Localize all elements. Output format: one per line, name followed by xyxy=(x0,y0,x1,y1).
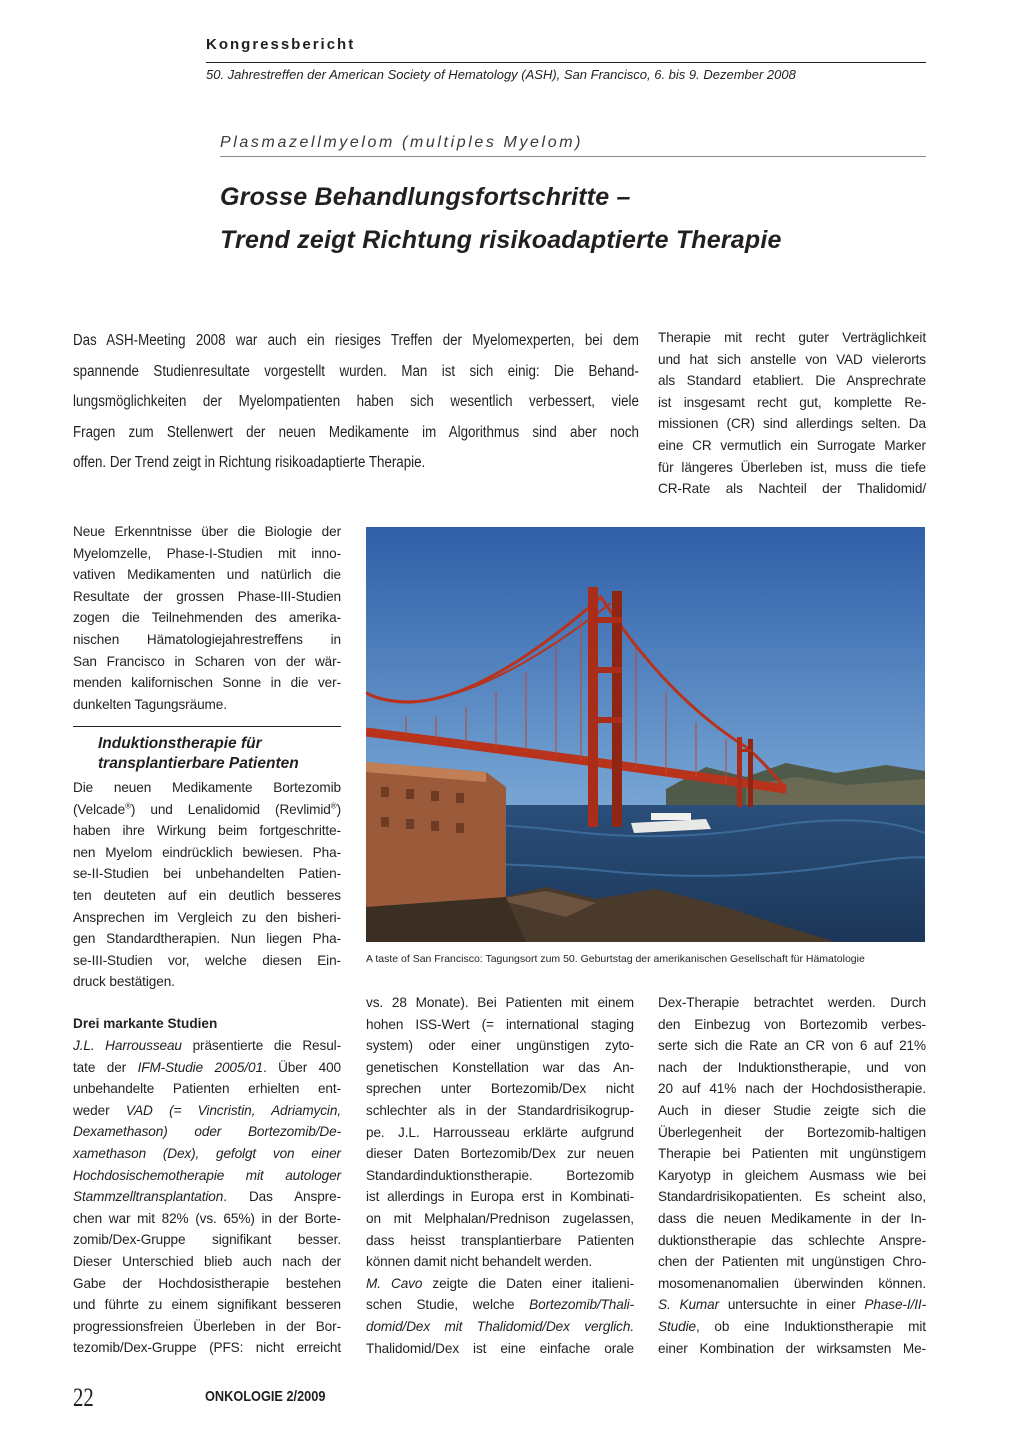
text-line: J.L. Harrousseau präsentierte die Resul- xyxy=(73,1038,341,1053)
text-line: gen Standardtherapien. Nun liegen Pha- xyxy=(73,931,341,947)
article-title-line-2: Trend zeigt Richtung risikoadaptierte Therapie xyxy=(220,226,782,254)
page-number: 22 xyxy=(73,1383,94,1412)
text-line: Gabe der Hochdosistherapie bestehen xyxy=(73,1275,341,1291)
subhead-rule xyxy=(73,726,341,727)
subheading-induktionstherapie xyxy=(98,734,299,774)
section-label: Kongressbericht xyxy=(206,36,356,53)
text-line: Auch in dieser Studie zeigte sich die xyxy=(658,1102,926,1118)
text-line: Standardrisikopatienten. Es scheint also, xyxy=(658,1189,926,1205)
article-title-line-1: Grosse Behandlungsfortschritte – xyxy=(220,183,631,211)
text-line: mosomenanomalien überwinden können. xyxy=(658,1275,926,1291)
studien-paragraph xyxy=(73,1035,341,1359)
text-line: se-III-Studien vor, welche diesen Ein- xyxy=(73,952,341,968)
text-line: druck bestätigen. xyxy=(73,974,175,990)
text-line: genetischen Konstellation war das An- xyxy=(366,1059,634,1075)
text-line: Studie, ob eine Induktionstherapie mit xyxy=(658,1318,926,1334)
header-subtitle: 50. Jahrestreffen der American Society of Hematology (ASH), San Francisco, 6. bis 9. Dezember 2008 xyxy=(206,67,796,82)
text-line: (Velcade®) und Lenalidomid (Revlimid®) xyxy=(73,801,341,817)
article-rubric: Plasmazellmyelom (multiples Myelom) xyxy=(220,134,584,151)
text-line: für längeres Überleben ist, muss die tiefe xyxy=(658,459,926,475)
text-line: Dieser Unterschied blieb auch nach der xyxy=(73,1253,341,1269)
text-line: unbehandelte Patienten erhielten ent- xyxy=(73,1081,341,1097)
text-line: einer Kombination der wirksamsten Me- xyxy=(658,1340,926,1356)
induktion-paragraph xyxy=(73,777,341,993)
text-line: progressionsfreien Überleben in der Bor- xyxy=(73,1318,341,1334)
intro-paragraph xyxy=(73,521,341,715)
text-line: sprechen unter Bortezomib/Dex nicht xyxy=(366,1081,634,1097)
text-line: xamethason (Dex), gefolgt von einer xyxy=(73,1145,341,1161)
lead-line: spannende Studienresultate vorgestellt wurden. Man ist sich einig: Die Behand- xyxy=(73,362,639,380)
text-line: missionen (CR) sind allerdings selten. Da xyxy=(658,416,926,432)
text-line: domid/Dex mit Thalidomid/Dex verglich. xyxy=(366,1318,634,1334)
lead-line: offen. Der Trend zeigt in Richtung risikoadaptierte Therapie. xyxy=(73,454,426,471)
text-line: weder VAD (= Vincristin, Adriamycin, xyxy=(73,1102,341,1118)
text-line: Die neuen Medikamente Bortezomib xyxy=(73,780,341,795)
text-line: haben ihre Wirkung beim fortgeschritte- xyxy=(73,823,341,839)
text-line: serte sich die Rate an CR von 6 auf 21% xyxy=(658,1038,926,1054)
text-line: CR-Rate als Nachteil der Thalidomid/ xyxy=(658,481,926,497)
text-line: on mit Melphalan/Prednison zugelassen, xyxy=(366,1210,634,1226)
text-line: können damit nicht behandelt werden. xyxy=(366,1254,593,1270)
text-line: M. Cavo zeigte die Daten einer italieni- xyxy=(366,1275,634,1291)
text-line: system) oder einer ungünstigen zyto- xyxy=(366,1038,634,1054)
text-line: als Standard etabliert. Die Ansprechrate xyxy=(658,373,926,389)
text-line: San Francisco in Scharen von der wär- xyxy=(73,653,341,669)
text-line: Hochdosischemotherapie mit autologer xyxy=(73,1167,341,1183)
golden-gate-bridge-photo xyxy=(366,527,925,942)
column-3-top-text xyxy=(658,327,926,500)
subheading-drei-studien: Drei markante Studien xyxy=(73,1016,218,1031)
text-line: Resultate der grossen Phase-III-Studien xyxy=(73,588,341,604)
subheading-line: transplantierbare Patienten xyxy=(98,755,299,772)
text-line: Überlegenheit der Bortezomib-haltigen xyxy=(658,1124,926,1140)
text-line: nen Myelom eindrücklich bewiesen. Pha- xyxy=(73,844,341,860)
photo-caption: A taste of San Francisco: Tagungsort zum 50. Geburtstag der amerikanischen Gesellschaft für Hämatologie xyxy=(366,953,865,965)
text-line: se-II-Studien bei unbehandelten Patien- xyxy=(73,866,341,882)
column-3-text xyxy=(658,992,926,1359)
text-line: Ansprechen im Vergleich zu den bisheri- xyxy=(73,909,341,925)
text-line: 20 auf 41% nach der Hochdosistherapie. xyxy=(658,1081,926,1097)
lead-line: Das ASH-Meeting 2008 war auch ein riesiges Treffen der Myelomexperten, bei dem xyxy=(73,332,639,349)
text-line: und führte zu einem signifikant besseren xyxy=(73,1297,341,1313)
text-line: ist allerdings in Europa erst in Kombinati- xyxy=(366,1189,634,1205)
text-line: vs. 28 Monate). Bei Patienten mit einem xyxy=(366,995,634,1010)
text-line: Neue Erkenntnisse über die Biologie der xyxy=(73,524,341,539)
text-line: chen war mit 82% (vs. 65%) in der Borte- xyxy=(73,1210,341,1226)
text-line: Karyotyp in gleichem Ausmass wie bei xyxy=(658,1167,926,1183)
text-line: Standardinduktionstherapie. Bortezomib xyxy=(366,1167,634,1183)
text-line: menden kalifornischen Sonne in die ver- xyxy=(73,675,341,691)
text-line: Dex-Therapie betrachtet werden. Durch xyxy=(658,995,926,1010)
text-line: den Einbezug von Bortezomib verbes- xyxy=(658,1016,926,1032)
subheading-line: Induktionstherapie für xyxy=(98,735,262,752)
text-line: dieser Daten Bortezomib/Dex zur neuen xyxy=(366,1146,634,1162)
text-line: pe. J.L. Harrousseau erklärte aufgrund xyxy=(366,1124,634,1140)
rubric-rule xyxy=(220,156,926,157)
text-line: nach der Induktionstherapie, und von xyxy=(658,1059,926,1075)
text-line: S. Kumar untersuchte in einer Phase-I/II- xyxy=(658,1297,926,1313)
text-line: schlechter als in der Standardrisikogrup- xyxy=(366,1102,634,1118)
text-line: chen der Patienten mit ungünstigen Chro- xyxy=(658,1254,926,1270)
column-2-text xyxy=(366,992,634,1359)
text-line: dass heisst transplantierbare Patienten xyxy=(366,1232,634,1248)
text-line: Dexamethason) oder Bortezomib/De- xyxy=(73,1124,341,1140)
journal-issue: ONKOLOGIE 2/2009 xyxy=(205,1388,326,1405)
header-rule xyxy=(206,62,926,63)
text-line: zogen die Teilnehmenden des amerika- xyxy=(73,610,341,626)
text-line: Thalidomid/Dex ist eine einfache orale xyxy=(366,1340,634,1356)
lead-line: lungsmöglichkeiten der Myelompatienten haben sich wesentlich verbessert, viele xyxy=(73,393,639,410)
text-line: Therapie mit recht guter Verträglichkeit xyxy=(658,330,926,345)
text-line: Therapie bei Patienten mit ungünstigem xyxy=(658,1146,926,1162)
text-line: tate der IFM-Studie 2005/01. Über 400 xyxy=(73,1059,342,1075)
text-line: dass die neuen Medikamente in der In- xyxy=(658,1210,926,1226)
text-line: tezomib/Dex-Gruppe (PFS: nicht erreicht xyxy=(73,1340,341,1356)
lead-paragraph xyxy=(73,326,639,479)
text-line: ist insgesamt recht gut, komplette Re- xyxy=(658,394,926,410)
text-line: dunkelten Tagungsräume. xyxy=(73,696,227,712)
text-line: hohen ISS-Wert (= international staging xyxy=(366,1016,634,1032)
text-line: zomib/Dex-Gruppe signifikant besser. xyxy=(73,1232,341,1248)
registered-mark: ® xyxy=(330,801,337,811)
registered-mark: ® xyxy=(125,801,131,811)
text-line: eine CR vermutlich ein Surrogate Marker xyxy=(658,437,926,453)
lead-line: Fragen zum Stellenwert der neuen Medikamente im Algorithmus sind aber noch xyxy=(73,423,639,441)
text-line: duktionstherapie das schlechte Anspre- xyxy=(658,1232,926,1248)
text-line: schen Studie, welche Bortezomib/Thali- xyxy=(366,1297,634,1313)
text-line: Myelomzelle, Phase-I-Studien mit inno- xyxy=(73,545,341,561)
text-line: nischen Hämatologiejahrestreffens in xyxy=(73,631,341,647)
text-line: ten deuteten auf ein deutlich besseres xyxy=(73,887,341,903)
text-line: vativen Medikamenten und natürlich die xyxy=(73,567,341,583)
text-line: und hat sich anstelle von VAD vielerorts xyxy=(658,351,926,367)
text-line: Stammzelltransplantation. Das Anspre- xyxy=(73,1189,341,1205)
